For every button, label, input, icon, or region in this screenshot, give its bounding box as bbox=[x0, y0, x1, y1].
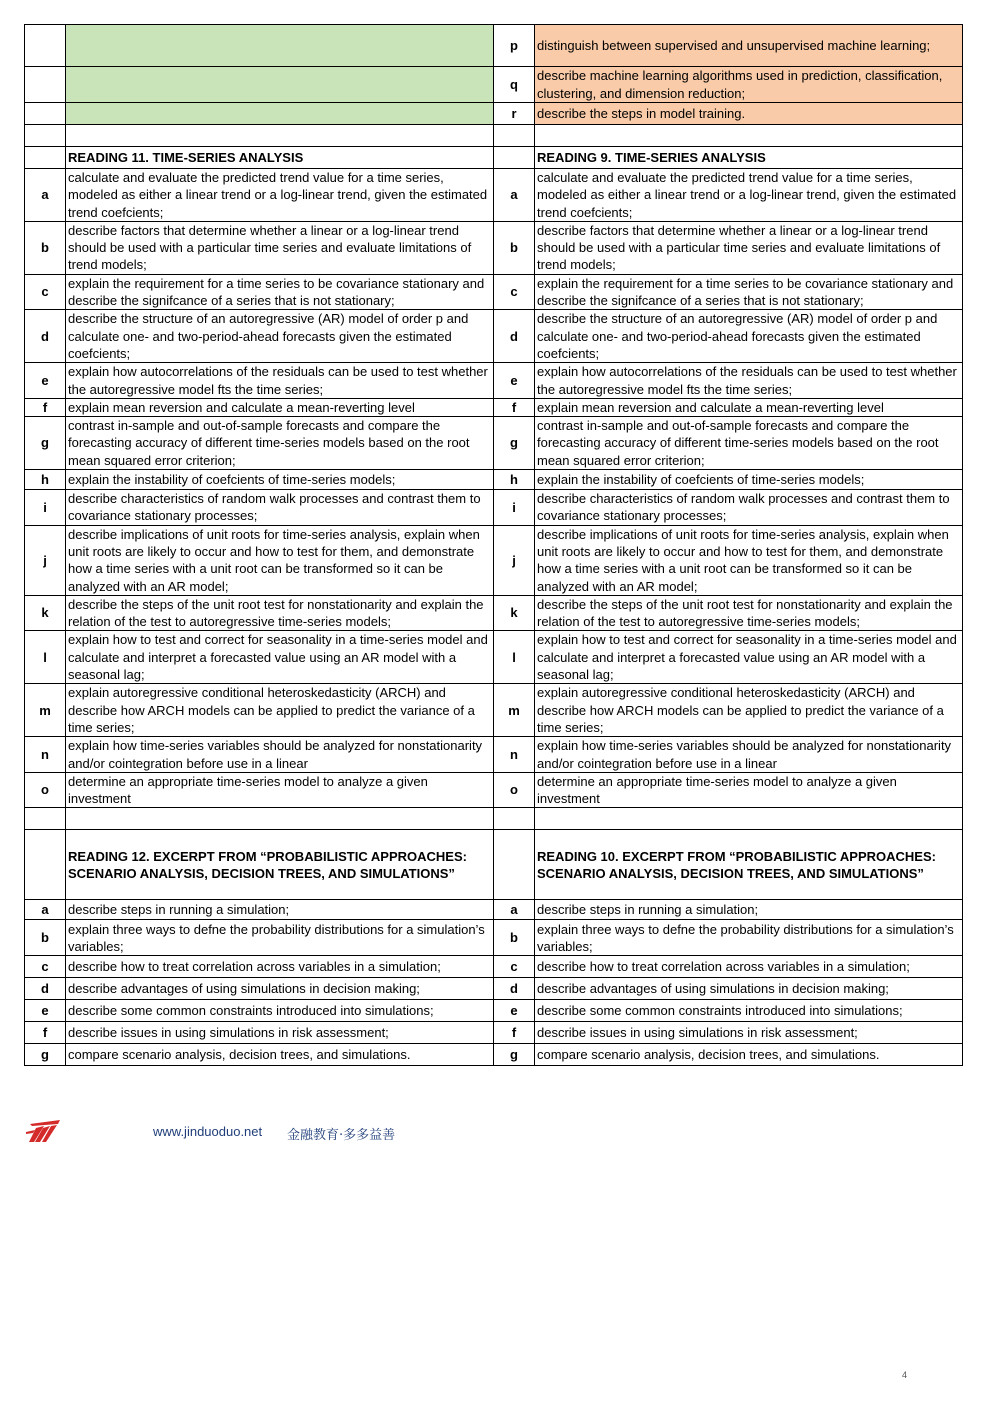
table-row bbox=[25, 1022, 963, 1044]
row-letter: f bbox=[494, 1022, 535, 1044]
row-text: describe characteristics of random walk processes and contrast them to covariance stationary processes; bbox=[66, 490, 494, 526]
spacer-row bbox=[25, 808, 963, 830]
table-row bbox=[25, 398, 963, 416]
row-text: calculate and evaluate the predicted trend value for a time series, modeled as either a linear trend or a log-linear trend, given the estimated trend coefcients; bbox=[66, 169, 494, 222]
empty-cell bbox=[25, 147, 66, 169]
table-row bbox=[25, 525, 963, 595]
empty-cell bbox=[494, 147, 535, 169]
table-row bbox=[25, 417, 963, 470]
table-row bbox=[25, 631, 963, 684]
empty-cell bbox=[25, 125, 66, 147]
row-text: explain autoregressive conditional heteroskedasticity (ARCH) and describe how ARCH models can be applied to predict the variance of a time series; bbox=[535, 684, 963, 737]
table-row bbox=[25, 470, 963, 490]
row-letter: f bbox=[494, 398, 535, 416]
row-text: describe steps in running a simulation; bbox=[535, 900, 963, 920]
row-letter: i bbox=[494, 490, 535, 526]
row-text: contrast in-sample and out-of-sample forecasts and compare the forecasting accuracy of different time-series models based on the root mean squared error criterion; bbox=[66, 417, 494, 470]
section-header-row bbox=[25, 147, 963, 169]
row-letter: h bbox=[494, 470, 535, 490]
row-letter: e bbox=[494, 363, 535, 399]
footer-slogan: 金融教育·多多益善 bbox=[287, 1128, 396, 1143]
row-letter: k bbox=[494, 595, 535, 631]
row-letter: o bbox=[25, 772, 66, 808]
table-row bbox=[25, 67, 963, 103]
row-letter: c bbox=[25, 274, 66, 310]
row-text: explain autoregressive conditional heteroskedasticity (ARCH) and describe how ARCH models can be applied to predict the variance of a time series; bbox=[66, 684, 494, 737]
row-text: describe steps in running a simulation; bbox=[66, 900, 494, 920]
row-text: describe advantages of using simulations in decision making; bbox=[66, 978, 494, 1000]
row-letter: d bbox=[25, 310, 66, 363]
table-row bbox=[25, 1044, 963, 1066]
table-row bbox=[25, 221, 963, 274]
section-heading-left: READING 11. TIME-SERIES ANALYSIS bbox=[66, 147, 494, 169]
row-letter: g bbox=[25, 417, 66, 470]
row-letter: n bbox=[494, 737, 535, 773]
row-text: explain the instability of coefcients of time-series models; bbox=[535, 470, 963, 490]
row-text: explain three ways to defne the probability distributions for a simulation’s variables; bbox=[535, 920, 963, 956]
row-letter: g bbox=[25, 1044, 66, 1066]
section-heading-left: READING 12. EXCERPT FROM “PROBABILISTIC APPROACHES: SCENARIO ANALYSIS, DECISION TREES, AND SIMULATIONS” bbox=[66, 830, 494, 900]
row-text: distinguish between supervised and unsupervised machine learning; bbox=[535, 25, 963, 67]
row-letter: d bbox=[494, 978, 535, 1000]
table-row bbox=[25, 772, 963, 808]
section-heading-right: READING 9. TIME-SERIES ANALYSIS bbox=[535, 147, 963, 169]
section-heading-right: READING 10. EXCERPT FROM “PROBABILISTIC APPROACHES: SCENARIO ANALYSIS, DECISION TREES, AND SIMULATIONS” bbox=[535, 830, 963, 900]
row-text: explain how time-series variables should be analyzed for nonstationarity and/or cointegration before use in a linear bbox=[66, 737, 494, 773]
row-text: explain mean reversion and calculate a mean-reverting level bbox=[535, 398, 963, 416]
row-letter: l bbox=[25, 631, 66, 684]
table-row bbox=[25, 25, 963, 67]
row-text: describe how to treat correlation across variables in a simulation; bbox=[535, 956, 963, 978]
empty-cell bbox=[25, 808, 66, 830]
row-letter: e bbox=[25, 1000, 66, 1022]
row-text: describe factors that determine whether a linear or a log-linear trend should be used with a particular time series and evaluate limitations of trend models; bbox=[535, 221, 963, 274]
row-letter: m bbox=[25, 684, 66, 737]
row-letter: f bbox=[25, 398, 66, 416]
row-letter: r bbox=[494, 103, 535, 125]
row-letter: c bbox=[25, 956, 66, 978]
empty-cell bbox=[66, 125, 494, 147]
learning-outcomes-table bbox=[24, 24, 963, 1066]
row-letter: d bbox=[494, 310, 535, 363]
row-letter bbox=[25, 103, 66, 125]
row-letter bbox=[25, 67, 66, 103]
row-letter: l bbox=[494, 631, 535, 684]
row-text: describe implications of unit roots for time-series analysis, explain when unit roots are likely to occur and how to test for them, and demonstrate how a time series with a unit root can be transformed so it can be analyzed with an AR model; bbox=[535, 525, 963, 595]
row-text: contrast in-sample and out-of-sample forecasts and compare the forecasting accuracy of different time-series models based on the root mean squared error criterion; bbox=[535, 417, 963, 470]
row-text: describe machine learning algorithms used in prediction, classification, clustering, and dimension reduction; bbox=[535, 67, 963, 103]
row-letter: b bbox=[25, 221, 66, 274]
table-row bbox=[25, 737, 963, 773]
row-text: explain how to test and correct for seasonality in a time-series model and calculate and interpret a forecasted value using an AR model with a seasonal lag; bbox=[66, 631, 494, 684]
empty-cell bbox=[494, 808, 535, 830]
row-letter: c bbox=[494, 274, 535, 310]
empty-cell bbox=[494, 830, 535, 900]
row-text: calculate and evaluate the predicted trend value for a time series, modeled as either a linear trend or a log-linear trend, given the estimated trend coefcients; bbox=[535, 169, 963, 222]
row-text: describe the steps of the unit root test for nonstationarity and explain the relation of the test to autoregressive time-series models; bbox=[535, 595, 963, 631]
row-letter: m bbox=[494, 684, 535, 737]
row-letter: b bbox=[494, 221, 535, 274]
table-row bbox=[25, 978, 963, 1000]
row-letter: j bbox=[494, 525, 535, 595]
row-text: describe issues in using simulations in risk assessment; bbox=[66, 1022, 494, 1044]
row-text: explain how to test and correct for seasonality in a time-series model and calculate and interpret a forecasted value using an AR model with a seasonal lag; bbox=[535, 631, 963, 684]
table-row bbox=[25, 490, 963, 526]
row-text: explain mean reversion and calculate a mean-reverting level bbox=[66, 398, 494, 416]
row-letter: a bbox=[494, 900, 535, 920]
table-row bbox=[25, 684, 963, 737]
row-letter: f bbox=[25, 1022, 66, 1044]
empty-cell bbox=[66, 808, 494, 830]
row-letter: h bbox=[25, 470, 66, 490]
table-row bbox=[25, 1000, 963, 1022]
empty-cell bbox=[535, 808, 963, 830]
table-row bbox=[25, 595, 963, 631]
row-text: explain the instability of coefcients of time-series models; bbox=[66, 470, 494, 490]
row-text: explain how autocorrelations of the residuals can be used to test whether the autoregressive model fts the time series; bbox=[535, 363, 963, 399]
row-text bbox=[66, 25, 494, 67]
row-letter: a bbox=[25, 900, 66, 920]
row-letter: q bbox=[494, 67, 535, 103]
table-row bbox=[25, 310, 963, 363]
empty-cell bbox=[25, 830, 66, 900]
table-row bbox=[25, 920, 963, 956]
brand-logo-icon bbox=[26, 1120, 62, 1149]
row-text: explain the requirement for a time series to be covariance stationary and describe the signifcance of a series that is not stationary; bbox=[66, 274, 494, 310]
row-text: determine an appropriate time-series model to analyze a given investment bbox=[66, 772, 494, 808]
row-letter: o bbox=[494, 772, 535, 808]
row-letter: a bbox=[25, 169, 66, 222]
table-row bbox=[25, 956, 963, 978]
row-text: describe some common constraints introduced into simulations; bbox=[535, 1000, 963, 1022]
row-letter: k bbox=[25, 595, 66, 631]
row-text: determine an appropriate time-series model to analyze a given investment bbox=[535, 772, 963, 808]
spacer-row bbox=[25, 125, 963, 147]
row-letter: g bbox=[494, 1044, 535, 1066]
row-letter: g bbox=[494, 417, 535, 470]
row-text: describe factors that determine whether a linear or a log-linear trend should be used with a particular time series and evaluate limitations of trend models; bbox=[66, 221, 494, 274]
row-text: compare scenario analysis, decision trees, and simulations. bbox=[66, 1044, 494, 1066]
row-text: describe how to treat correlation across variables in a simulation; bbox=[66, 956, 494, 978]
row-letter: j bbox=[25, 525, 66, 595]
table-row bbox=[25, 274, 963, 310]
empty-cell bbox=[535, 125, 963, 147]
row-text: explain three ways to defne the probability distributions for a simulation’s variables; bbox=[66, 920, 494, 956]
row-text: explain how time-series variables should be analyzed for nonstationarity and/or cointegration before use in a linear bbox=[535, 737, 963, 773]
table-row bbox=[25, 900, 963, 920]
row-text: describe issues in using simulations in risk assessment; bbox=[535, 1022, 963, 1044]
row-letter: b bbox=[25, 920, 66, 956]
row-letter: n bbox=[25, 737, 66, 773]
row-text bbox=[66, 67, 494, 103]
row-text: explain the requirement for a time series to be covariance stationary and describe the signifcance of a series that is not stationary; bbox=[535, 274, 963, 310]
row-text: describe some common constraints introduced into simulations; bbox=[66, 1000, 494, 1022]
footer-url-link[interactable]: www.jinduoduo.net bbox=[153, 1124, 263, 1139]
row-letter: b bbox=[494, 920, 535, 956]
row-text: describe characteristics of random walk processes and contrast them to covariance stationary processes; bbox=[535, 490, 963, 526]
section-header-row bbox=[25, 830, 963, 900]
row-letter: e bbox=[494, 1000, 535, 1022]
row-letter: c bbox=[494, 956, 535, 978]
row-text: describe the structure of an autoregressive (AR) model of order p and calculate one- and two-period-ahead forecasts given the estimated coefcients; bbox=[66, 310, 494, 363]
row-letter: a bbox=[494, 169, 535, 222]
row-text: describe implications of unit roots for time-series analysis, explain when unit roots are likely to occur and how to test for them, and demonstrate how a time series with a unit root can be transformed so it can be analyzed with an AR model; bbox=[66, 525, 494, 595]
table-row bbox=[25, 103, 963, 125]
row-letter bbox=[25, 25, 66, 67]
page-number: 4 bbox=[902, 1370, 908, 1380]
row-text: describe the steps in model training. bbox=[535, 103, 963, 125]
row-text: explain how autocorrelations of the residuals can be used to test whether the autoregressive model fts the time series; bbox=[66, 363, 494, 399]
empty-cell bbox=[494, 125, 535, 147]
row-letter: d bbox=[25, 978, 66, 1000]
row-text: compare scenario analysis, decision trees, and simulations. bbox=[535, 1044, 963, 1066]
row-text: describe advantages of using simulations in decision making; bbox=[535, 978, 963, 1000]
table-row bbox=[25, 169, 963, 222]
table-row bbox=[25, 363, 963, 399]
row-letter: i bbox=[25, 490, 66, 526]
row-letter: p bbox=[494, 25, 535, 67]
row-letter: e bbox=[25, 363, 66, 399]
row-text bbox=[66, 103, 494, 125]
row-text: describe the steps of the unit root test for nonstationarity and explain the relation of the test to autoregressive time-series models; bbox=[66, 595, 494, 631]
row-text: describe the structure of an autoregressive (AR) model of order p and calculate one- and two-period-ahead forecasts given the estimated coefcients; bbox=[535, 310, 963, 363]
